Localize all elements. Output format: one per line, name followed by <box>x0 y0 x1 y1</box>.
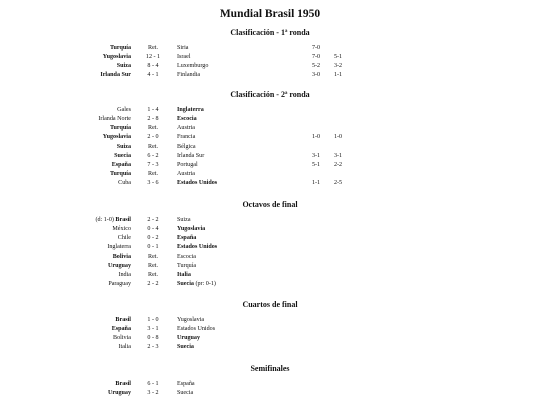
away-team <box>177 280 216 289</box>
home-note: (d: 1-0) <box>95 217 116 223</box>
home-team-name: Uruguay <box>107 390 131 397</box>
home-team-name: Bolivia <box>113 335 131 342</box>
round-section <box>0 362 540 398</box>
match-score: 2 - 8 <box>147 116 159 123</box>
match-row <box>0 389 540 398</box>
match-score: 2 - 0 <box>147 134 159 141</box>
away-team <box>177 334 200 343</box>
home-team-name: Suiza <box>116 143 131 150</box>
match-score: Ret. <box>148 45 158 51</box>
first-leg-score: 1-1 <box>311 180 321 187</box>
match-row <box>0 71 540 80</box>
round-heading: Octavos de final <box>242 200 298 209</box>
match-row <box>0 262 540 271</box>
match-score: Ret. <box>148 143 158 150</box>
match-score: 2 - 2 <box>147 217 159 223</box>
home-team <box>112 225 131 234</box>
away-team <box>177 44 189 53</box>
match-row <box>0 170 540 179</box>
home-team <box>110 170 131 179</box>
round-section <box>0 26 540 81</box>
home-team-name: Chile <box>117 235 131 242</box>
home-team-name: Brasil <box>115 317 131 323</box>
home-team <box>113 334 131 343</box>
home-team <box>103 133 131 142</box>
match-row <box>0 316 540 325</box>
away-team <box>177 133 195 142</box>
round-section <box>0 298 540 353</box>
match-score: Ret. <box>148 262 158 269</box>
home-team-name: Paraguay <box>108 280 131 287</box>
match-row <box>0 271 540 280</box>
second-leg-score: 5-1 <box>333 54 343 61</box>
match-row <box>0 53 540 62</box>
match-score: 3 - 6 <box>147 180 159 187</box>
match-score: Ret. <box>148 125 158 132</box>
match-score: 2 - 2 <box>147 280 159 287</box>
away-team <box>177 115 197 124</box>
match-row <box>0 243 540 252</box>
home-team-name: España <box>111 326 131 333</box>
page-title: Mundial Brasil 1950 <box>219 8 321 20</box>
away-team-name: Yugoslavia <box>177 317 205 323</box>
away-team-name: Irlanda Sur <box>177 152 205 159</box>
round-section <box>0 198 540 289</box>
match-row <box>0 253 540 262</box>
home-team-name: Brasil <box>115 217 131 223</box>
away-team <box>177 216 191 225</box>
match-score: Ret. <box>148 253 158 260</box>
home-team-name: Yugoslavia <box>102 54 131 61</box>
home-team-name: Turquía <box>109 125 131 132</box>
away-team-name: Finlandia <box>177 72 201 79</box>
match-row <box>0 325 540 334</box>
home-team <box>95 216 131 225</box>
home-team-name: Uruguay <box>107 262 131 269</box>
home-team <box>118 271 131 280</box>
away-team <box>177 325 215 334</box>
match-score: 7 - 3 <box>147 161 159 168</box>
away-team <box>177 271 191 280</box>
first-leg-score: 3-1 <box>311 152 321 159</box>
away-team <box>177 343 194 352</box>
home-team-name: Turquía <box>109 170 131 177</box>
second-leg-score: 1-1 <box>333 72 343 79</box>
away-team-name: Suecia <box>177 344 194 351</box>
match-score: 0 - 8 <box>147 335 159 342</box>
away-team <box>177 143 196 152</box>
away-team-name: España <box>177 235 197 242</box>
home-team-name: India <box>118 271 131 278</box>
second-leg-score: 2-5 <box>333 180 343 187</box>
away-team-name: Escocia <box>177 253 196 260</box>
first-leg-score: 7-0 <box>311 45 321 51</box>
home-team <box>118 234 131 243</box>
home-team-name: Gales <box>117 107 131 113</box>
home-team-name: Turquía <box>109 45 131 51</box>
match-row <box>0 115 540 124</box>
match-score: 0 - 4 <box>147 226 159 233</box>
first-leg-score: 3-0 <box>311 72 321 79</box>
away-team-name: Siria <box>177 45 189 51</box>
home-team-name: México <box>112 226 131 233</box>
second-leg-score: 3-2 <box>333 63 343 70</box>
home-team <box>114 152 131 161</box>
home-team <box>117 106 131 115</box>
away-team <box>177 124 195 133</box>
match-row <box>0 152 540 161</box>
match-score: 3 - 2 <box>147 390 159 397</box>
home-team <box>117 62 131 71</box>
match-score: 8 - 4 <box>147 63 159 70</box>
match-score: 3 - 1 <box>147 326 159 333</box>
match-row <box>0 343 540 352</box>
away-team-name: Portugal <box>177 161 198 168</box>
home-team <box>108 280 131 289</box>
match-score: 1 - 0 <box>147 317 159 323</box>
first-leg-score: 5-1 <box>311 161 321 168</box>
away-team <box>177 262 196 271</box>
home-team-name: Italia <box>118 344 131 351</box>
match-row <box>0 161 540 170</box>
away-team-name: Suiza <box>177 217 191 223</box>
home-team <box>103 53 131 62</box>
match-row <box>0 143 540 152</box>
match-score: Ret. <box>148 170 158 177</box>
away-team-name: Inglaterra <box>177 107 204 113</box>
match-score: 12 - 1 <box>145 54 161 61</box>
second-leg-score: 2-2 <box>333 161 343 168</box>
home-team <box>115 316 131 325</box>
round-heading: Semifinales <box>250 364 290 373</box>
away-team <box>177 106 204 115</box>
match-row <box>0 225 540 234</box>
away-team-name: Estados Unidos <box>177 244 218 251</box>
home-team <box>98 115 131 124</box>
away-team <box>177 234 196 243</box>
home-team <box>113 253 131 262</box>
away-team-name: Turquía <box>177 262 197 269</box>
match-row <box>0 380 540 389</box>
home-team-name: Bolivia <box>112 253 131 260</box>
match-row <box>0 44 540 53</box>
first-leg-score: 5-2 <box>311 63 321 70</box>
home-team-name: Suecia <box>114 152 131 159</box>
home-team <box>100 71 131 80</box>
match-score: 4 - 1 <box>147 72 159 79</box>
first-leg-score: 1-0 <box>311 134 321 141</box>
first-leg-score: 7-0 <box>311 54 321 61</box>
round-heading: Cuartos de final <box>242 300 298 309</box>
home-team <box>118 179 131 188</box>
home-team <box>117 143 131 152</box>
match-row <box>0 124 540 133</box>
home-team <box>115 380 131 389</box>
away-team-name: Suecia <box>177 390 194 397</box>
match-score: Ret. <box>148 271 158 278</box>
match-row <box>0 106 540 115</box>
match-score: 2 - 3 <box>147 344 159 351</box>
away-team <box>177 71 200 80</box>
home-team-name: Irlanda Sur <box>100 72 131 79</box>
away-team <box>177 243 217 252</box>
home-team <box>110 124 131 133</box>
away-team <box>177 380 195 389</box>
away-team <box>177 161 198 170</box>
round-section <box>0 88 540 188</box>
away-team <box>177 53 191 62</box>
away-team-name: Escocia <box>177 116 197 123</box>
away-team <box>177 170 195 179</box>
home-team-name: Suiza <box>116 63 131 70</box>
round-heading: Clasificación - 1ª ronda <box>230 28 310 37</box>
away-team <box>177 253 196 262</box>
match-score: 6 - 2 <box>147 152 159 159</box>
match-score: 1 - 4 <box>147 107 159 113</box>
away-team-name: Israel <box>177 54 191 61</box>
home-team-name: Inglaterra <box>107 244 131 251</box>
round-heading: Clasificación - 2ª ronda <box>230 90 310 99</box>
away-team-name: Italia <box>177 271 191 278</box>
match-score: 0 - 2 <box>147 235 159 242</box>
home-team-name: Cuba <box>118 180 131 187</box>
home-team <box>112 325 131 334</box>
match-row <box>0 334 540 343</box>
away-team-name: Austria <box>177 170 195 177</box>
second-leg-score: 3-1 <box>333 152 343 159</box>
away-note: (pr: 0-1) <box>193 280 216 287</box>
home-team-name: Brasil <box>115 381 131 387</box>
home-team-name: Yugoslavia <box>102 134 131 141</box>
match-row <box>0 216 540 225</box>
match-score: 0 - 1 <box>147 244 159 251</box>
away-team-name: Bélgica <box>177 143 196 150</box>
home-team-name: España <box>111 161 131 168</box>
home-team <box>108 389 131 398</box>
match-row <box>0 133 540 142</box>
home-team <box>118 343 131 352</box>
away-team <box>177 225 205 234</box>
away-team-name: Estados Unidos <box>177 326 216 333</box>
home-team <box>112 161 131 170</box>
home-team <box>108 262 131 271</box>
away-team <box>177 152 204 161</box>
away-team-name: Suecia <box>177 280 194 287</box>
away-team-name: Uruguay <box>177 335 201 342</box>
home-team-name: Irlanda Norte <box>98 116 131 123</box>
away-team-name: Austria <box>177 125 195 132</box>
match-row <box>0 62 540 71</box>
away-team-name: España <box>177 381 195 387</box>
home-team <box>110 44 131 53</box>
away-team-name: Francia <box>177 134 196 141</box>
away-team-name: Yugoslavia <box>177 226 206 233</box>
match-row <box>0 280 540 289</box>
match-score: 6 - 1 <box>147 381 159 387</box>
second-leg-score: 1-0 <box>333 134 343 141</box>
away-team <box>177 316 204 325</box>
match-row <box>0 234 540 243</box>
away-team <box>177 389 193 398</box>
away-team-name: Estados Unidos <box>177 180 218 187</box>
home-team <box>107 243 131 252</box>
away-team <box>177 179 217 188</box>
away-team <box>177 62 208 71</box>
away-team-name: Luxemburgo <box>177 63 209 70</box>
match-row <box>0 179 540 188</box>
